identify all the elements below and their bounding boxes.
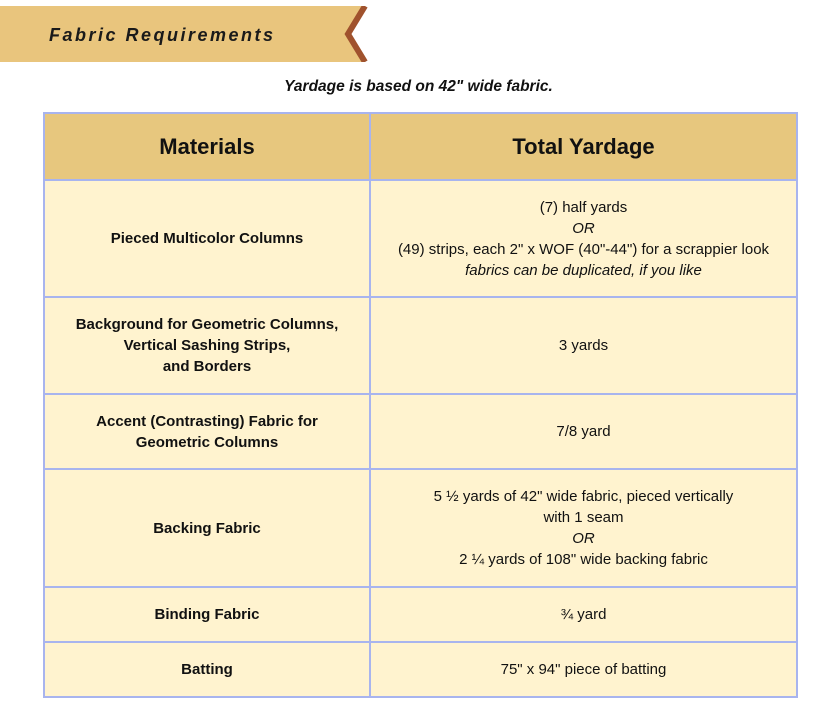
material-line: Batting	[181, 661, 233, 678]
header-total-yardage: Total Yardage	[370, 113, 797, 180]
yardage-cell	[370, 587, 797, 642]
material-cell	[44, 469, 370, 587]
table-row	[44, 587, 797, 642]
yardage-line: 2 ¼ yards of 108" wide backing fabric	[459, 551, 708, 568]
yardage-line: 5 ½ yards of 42" wide fabric, pieced vertically	[433, 488, 734, 505]
header-materials: Materials	[44, 113, 370, 180]
yardage-cell	[370, 297, 797, 394]
yardage-cell	[370, 180, 797, 297]
material-line: Vertical Sashing Strips,	[123, 337, 291, 354]
fabric-requirements-table	[43, 112, 798, 698]
yardage-line: OR	[572, 219, 595, 237]
yardage-line: ¾ yard	[560, 606, 607, 623]
yardage-line: fabrics can be duplicated, if you like	[465, 261, 702, 279]
material-cell	[44, 180, 370, 297]
material-line: Background for Geometric Columns,	[75, 316, 339, 333]
yardage-cell	[370, 642, 797, 697]
yardage-line: 3 yards	[558, 337, 609, 354]
yardage-note: Yardage is based on 42" wide fabric.	[284, 78, 553, 95]
table-header-row	[44, 113, 797, 180]
yardage-cell	[370, 394, 797, 469]
yardage-line: (49) strips, each 2" x WOF (40"-44") for a scrappier look	[397, 240, 770, 258]
table-row	[44, 394, 797, 469]
yardage-line: OR	[572, 530, 595, 547]
material-cell	[44, 642, 370, 697]
yardage-line: 7/8 yard	[556, 423, 611, 440]
banner-title: Fabric Requirements	[49, 25, 276, 45]
yardage-line: (7) half yards	[539, 198, 628, 216]
section-banner	[0, 6, 370, 62]
yardage-line: 75" x 94" piece of batting	[500, 661, 667, 678]
material-line: Binding Fabric	[154, 606, 260, 623]
material-cell	[44, 297, 370, 394]
material-line: Accent (Contrasting) Fabric for	[96, 412, 318, 430]
material-cell	[44, 394, 370, 469]
material-line: Pieced Multicolor Columns	[110, 230, 304, 247]
table-row	[44, 642, 797, 697]
material-line: Geometric Columns	[135, 433, 279, 451]
table-row	[44, 469, 797, 587]
yardage-line: with 1 seam	[543, 509, 624, 526]
material-cell	[44, 587, 370, 642]
yardage-cell	[370, 469, 797, 587]
table-row	[44, 297, 797, 394]
table-row	[44, 180, 797, 297]
material-line: and Borders	[162, 358, 252, 375]
material-line: Backing Fabric	[153, 519, 261, 537]
